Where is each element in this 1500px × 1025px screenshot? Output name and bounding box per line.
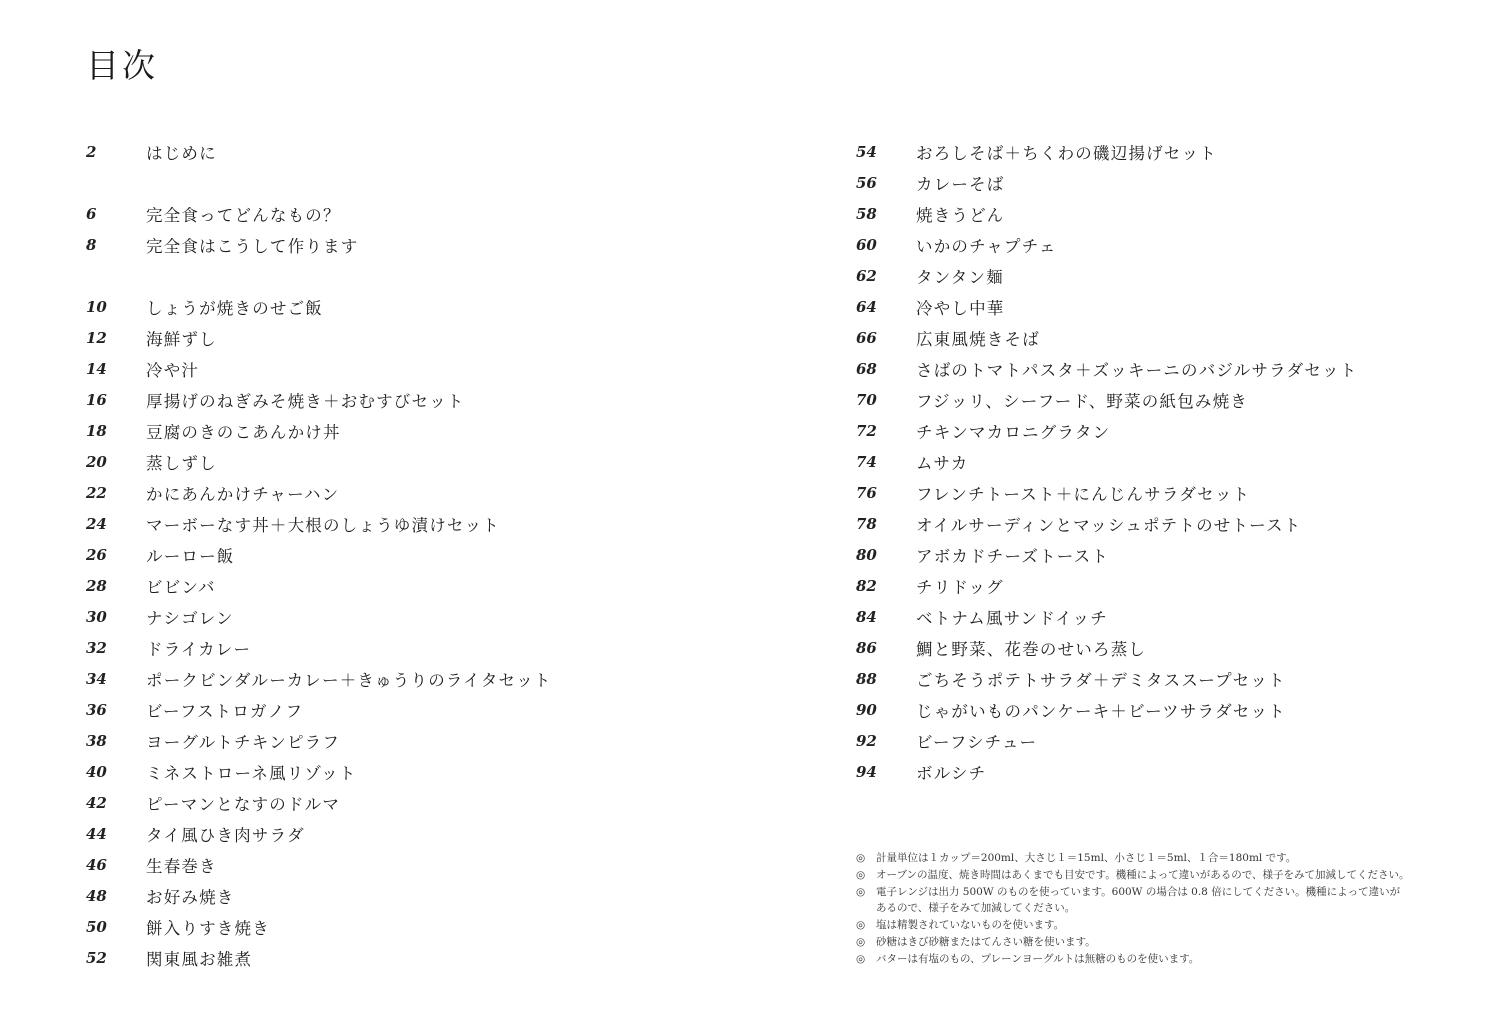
toc-entry[interactable] (86, 198, 786, 229)
toc-entry-title: ヨーグルトチキンピラフ (146, 732, 341, 752)
toc-entry-title: オイルサーディンとマッシュポテトのせトースト (916, 515, 1302, 535)
toc-entry-title: 厚揚げのねぎみそ焼き＋おむすびセット (146, 391, 465, 411)
note-bullet-icon (856, 900, 876, 917)
toc-entry[interactable] (86, 632, 786, 663)
page-title: 目次 (86, 46, 158, 85)
toc-entry[interactable] (86, 570, 786, 601)
toc-entry[interactable] (856, 570, 1456, 601)
toc-entry[interactable] (856, 322, 1456, 353)
toc-entry[interactable] (86, 353, 786, 384)
toc-page-number: 94 (856, 762, 877, 781)
toc-entry-title: 関東風お雑煮 (146, 949, 253, 969)
toc-entry-title: フレンチトースト＋にんじんサラダセット (916, 484, 1251, 504)
toc-entry[interactable] (856, 167, 1456, 198)
toc-page-number: 68 (856, 359, 877, 378)
note-text: 塩は精製されていないものを使います。 (876, 919, 1065, 932)
toc-entry-title: タンタン麺 (916, 267, 1004, 287)
toc-entry-title: さばのトマトパスタ＋ズッキーニのバジルサラダセット (916, 360, 1358, 380)
toc-entry-title: 完全食ってどんなもの？ (146, 205, 341, 225)
toc-page-number: 78 (856, 514, 877, 533)
toc-page-number: 64 (856, 297, 877, 316)
toc-page-number: 16 (86, 390, 107, 409)
toc-entry[interactable] (86, 849, 786, 880)
toc-entry-title: ルーロー飯 (146, 546, 235, 566)
toc-entry[interactable] (86, 756, 786, 787)
note-line (856, 867, 1456, 884)
toc-entry-title: 蒸しずし (146, 453, 217, 473)
toc-page-number: 86 (856, 638, 877, 657)
toc-spacer (86, 260, 786, 291)
toc-spacer (86, 167, 786, 198)
toc-page-number: 84 (856, 607, 877, 626)
toc-page-number: 56 (856, 173, 877, 192)
toc-page-number: 2 (86, 142, 97, 161)
toc-entry[interactable] (856, 229, 1456, 260)
toc-entry[interactable] (856, 446, 1456, 477)
toc-entry[interactable] (86, 136, 786, 167)
toc-entry-title: お好み焼き (146, 887, 235, 907)
toc-page-number: 10 (86, 297, 107, 316)
toc-page-number: 70 (856, 390, 877, 409)
toc-page-number: 90 (856, 700, 877, 719)
toc-entry[interactable] (856, 291, 1456, 322)
toc-page-number: 30 (86, 607, 107, 626)
toc-page-number: 88 (856, 669, 877, 688)
note-text: 電子レンジは出力 500W のものを使っています。600W の場合は 0.8 倍にしてください。機種によって違いが (876, 885, 1401, 898)
toc-entry-title: ポークビンダルーカレー＋きゅうりのライタセット (146, 670, 552, 690)
toc-entry-title: ビーフストロガノフ (146, 701, 304, 721)
toc-entry[interactable] (86, 415, 786, 446)
note-text: 計量単位は１カップ＝200ml、大さじ１＝15ml、小さじ１＝5ml、１合＝180ml です。 (876, 852, 1297, 864)
note-line (856, 884, 1456, 901)
toc-entry[interactable] (86, 384, 786, 415)
toc-page-number: 76 (856, 483, 877, 502)
toc-page-number: 58 (856, 204, 877, 223)
toc-entry-title: アボカドチーズトースト (916, 546, 1110, 566)
toc-entry[interactable] (86, 942, 786, 973)
toc-entry-title: ビビンバ (146, 577, 216, 597)
toc-right-column (856, 136, 1456, 787)
toc-entry[interactable] (86, 539, 786, 570)
note-bullet-icon: ◎ (856, 935, 866, 948)
toc-entry[interactable] (856, 725, 1456, 756)
toc-page-number: 40 (86, 762, 107, 781)
toc-page-number: 20 (86, 452, 107, 471)
toc-entry[interactable] (856, 539, 1456, 570)
note-bullet-icon: ◎ (856, 919, 866, 932)
toc-page-number: 54 (856, 142, 877, 161)
toc-entry-title: おろしそば＋ちくわの磯辺揚げセット (916, 143, 1217, 163)
note-line (856, 934, 1456, 951)
toc-entry-title: 完全食はこうして作ります (146, 236, 359, 256)
toc-entry-title: かにあんかけチャーハン (146, 484, 340, 504)
toc-entry[interactable] (86, 477, 786, 508)
toc-entry[interactable] (856, 353, 1456, 384)
note-text: あるので、様子をみて加減してください。 (876, 902, 1076, 915)
toc-page-number: 28 (86, 576, 107, 595)
note-line (856, 917, 1456, 934)
toc-page-number: 42 (86, 793, 107, 812)
toc-entry-title: 生春巻き (146, 856, 217, 876)
toc-entry[interactable] (86, 446, 786, 477)
toc-entry[interactable] (856, 663, 1456, 694)
toc-entry[interactable] (86, 663, 786, 694)
toc-page-number: 36 (86, 700, 107, 719)
toc-entry-title: 広東風焼きそば (916, 329, 1040, 349)
toc-entry[interactable] (856, 508, 1456, 539)
toc-entry-title: 海鮮ずし (146, 329, 217, 349)
toc-entry-title: フジッリ、シーフード、野菜の紙包み焼き (916, 391, 1249, 411)
toc-page-number: 32 (86, 638, 107, 657)
note-bullet-icon: ◎ (856, 852, 866, 864)
toc-page-number: 26 (86, 545, 107, 564)
toc-page-number: 82 (856, 576, 877, 595)
note-line (856, 900, 1456, 917)
toc-entry[interactable] (856, 756, 1456, 787)
toc-entry[interactable] (856, 136, 1456, 167)
toc-entry-title: ボルシチ (916, 763, 987, 783)
toc-page-number: 12 (86, 328, 107, 347)
note-bullet-icon: ◎ (856, 952, 866, 965)
toc-entry[interactable] (86, 725, 786, 756)
toc-page-number: 48 (86, 886, 107, 905)
toc-page-number: 72 (856, 421, 877, 440)
toc-entry-title: ごちそうポテトサラダ＋デミタススープセット (916, 670, 1286, 690)
toc-entry[interactable] (856, 694, 1456, 725)
toc-entry[interactable] (856, 260, 1456, 291)
toc-entry[interactable] (86, 818, 786, 849)
toc-page-number: 24 (86, 514, 107, 533)
toc-entry-title: 冷や汁 (146, 360, 200, 380)
toc-entry-title: 豆腐のきのこあんかけ丼 (146, 422, 341, 442)
note-bullet-icon: ◎ (856, 868, 866, 881)
toc-entry-title: ドライカレー (146, 639, 252, 659)
note-bullet-icon: ◎ (856, 885, 866, 898)
toc-entry[interactable] (856, 384, 1456, 415)
toc-entry[interactable] (86, 787, 786, 818)
toc-entry-title: はじめに (146, 143, 217, 163)
toc-entry-title: しょうが焼きのせご飯 (146, 298, 323, 318)
toc-entry[interactable] (86, 694, 786, 725)
toc-entry-title: 冷やし中華 (916, 298, 1005, 318)
toc-entry[interactable] (86, 601, 786, 632)
toc-entry-title: マーボーなす丼＋大根のしょうゆ漬けセット (146, 515, 500, 535)
note-text: バターは有塩のもの、プレーンヨーグルトは無糖のものを使います。 (876, 952, 1200, 965)
toc-page-number: 50 (86, 917, 107, 936)
toc-entry-title: いかのチャプチェ (916, 236, 1057, 256)
toc-entry[interactable] (86, 880, 786, 911)
toc-entry[interactable] (856, 415, 1456, 446)
toc-page-number: 92 (856, 731, 877, 750)
toc-entry-title: ナシゴレン (146, 608, 234, 628)
toc-entry-title: チリドッグ (916, 577, 1004, 597)
toc-entry-title: ビーフシチュー (916, 732, 1038, 752)
toc-page-number: 14 (86, 359, 107, 378)
toc-entry-title: 焼きうどん (916, 205, 1005, 225)
toc-entry[interactable] (86, 291, 786, 322)
toc-page-number: 34 (86, 669, 107, 688)
toc-entry[interactable] (86, 508, 786, 539)
toc-page-number: 46 (86, 855, 107, 874)
toc-entry[interactable] (86, 911, 786, 942)
toc-page-number: 44 (86, 824, 107, 843)
toc-entry-title: 餅入りすき焼き (146, 918, 270, 938)
note-text: オーブンの温度、焼き時間はあくまでも目安です。機種によって違いがあるので、様子をみて加減してください。 (876, 868, 1410, 881)
toc-entry-title: カレーそば (916, 174, 1005, 194)
toc-entry-title: チキンマカロニグラタン (916, 422, 1111, 442)
note-line (856, 850, 1456, 867)
toc-page-number: 8 (86, 235, 97, 254)
toc-page-number: 60 (856, 235, 877, 254)
toc-entry-title: ミネストローネ風リゾット (146, 763, 357, 783)
toc-page-number: 80 (856, 545, 877, 564)
toc-entry-title: ピーマンとなすのドルマ (146, 794, 341, 814)
toc-page-number: 6 (86, 204, 97, 223)
toc-page-number: 52 (86, 948, 107, 967)
toc-page-number: 66 (856, 328, 877, 347)
notes-section (856, 850, 1456, 968)
toc-page-number: 18 (86, 421, 107, 440)
toc-entry-title: タイ風ひき肉サラダ (146, 825, 305, 845)
toc-entry-title: ベトナム風サンドイッチ (916, 608, 1108, 628)
note-line (856, 951, 1456, 968)
toc-left-column (86, 136, 786, 973)
toc-entry[interactable] (856, 632, 1456, 663)
toc-entry[interactable] (86, 229, 786, 260)
toc-entry[interactable] (86, 322, 786, 353)
note-text: 砂糖はきび砂糖またはてんさい糖を使います。 (876, 935, 1096, 948)
toc-entry[interactable] (856, 198, 1456, 229)
toc-entry-title: ムサカ (916, 453, 969, 473)
toc-entry-title: じゃがいものパンケーキ＋ビーツサラダセット (916, 701, 1286, 721)
toc-entry[interactable] (856, 601, 1456, 632)
toc-entry-title: 鯛と野菜、花巻のせいろ蒸し (916, 639, 1147, 659)
toc-page-number: 22 (86, 483, 107, 502)
toc-entry[interactable] (856, 477, 1456, 508)
toc-page-number: 62 (856, 266, 877, 285)
toc-page-number: 38 (86, 731, 107, 750)
toc-page-number: 74 (856, 452, 877, 471)
